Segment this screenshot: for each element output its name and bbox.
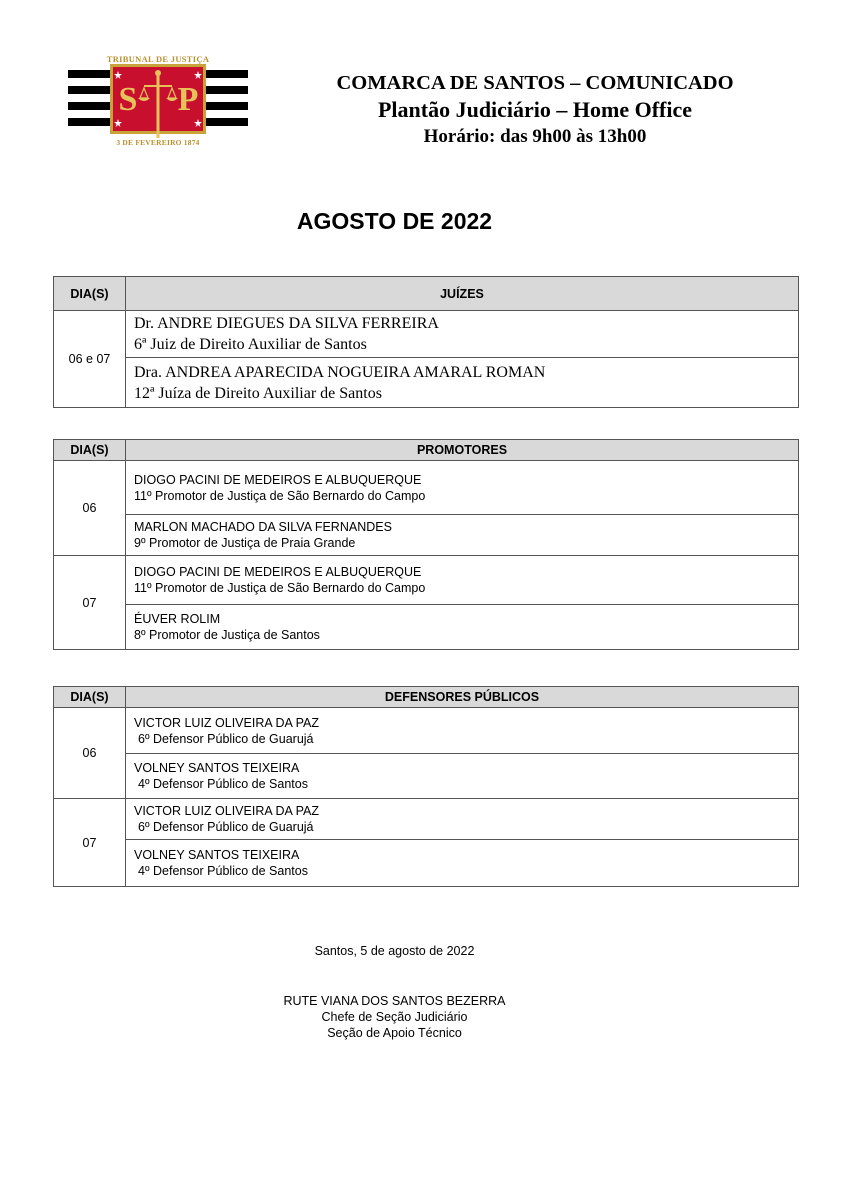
defender-role: 4º Defensor Público de Santos [138,864,308,878]
signature-block [0,993,789,1041]
table-row [54,311,799,358]
document-header [270,70,800,150]
day-cell: 07 [54,556,126,650]
judge-name: Dr. ANDRE DIEGUES DA SILVA FERREIRA [134,315,439,332]
table-row [54,708,799,754]
judges-table [53,276,799,408]
defender-name: VOLNEY SANTOS TEIXEIRA [134,848,300,862]
signer-name: RUTE VIANA DOS SANTOS BEZERRA [283,994,506,1008]
judge-cell [126,311,799,358]
day-cell: 07 [54,799,126,887]
defender-role: 4º Defensor Público de Santos [138,777,308,791]
tribunal-logo [66,52,250,150]
table-row [54,556,799,605]
column-header-day: DIA(S) [54,687,126,708]
defender-cell [126,708,799,754]
signer-role: Chefe de Seção Judiciário [321,1010,468,1024]
signer-department: Seção de Apoio Técnico [327,1026,462,1040]
judge-cell [126,358,799,408]
promoter-cell [126,461,799,515]
svg-text:S: S [118,81,138,118]
day-cell: 06 [54,461,126,556]
promoters-table [53,439,799,650]
logo-top-text: TRIBUNAL DE JUSTIÇA [106,54,210,64]
table-header-row [54,687,799,708]
table-row [54,515,799,556]
column-header-promoters: PROMOTORES [126,440,799,461]
promoter-name: ÉUVER ROLIM [134,612,221,626]
promoter-role: 11º Promotor de Justiça de São Bernardo do Campo [134,488,426,503]
column-header-judges: JUÍZES [126,277,799,311]
defenders-table [53,686,799,887]
day-cell: 06 [54,708,126,799]
promoter-role: 11º Promotor de Justiça de São Bernardo do Campo [134,581,426,595]
header-line-1: COMARCA DE SANTOS – COMUNICADO [336,72,734,94]
day-cell: 06 e 07 [54,311,126,408]
promoter-name: DIOGO PACINI DE MEDEIROS E ALBUQUERQUE [134,565,422,579]
table-row [54,461,799,515]
logo-bottom-text: 3 DE FEVEREIRO 1874 [116,138,200,147]
svg-text:P: P [177,81,199,118]
promoter-role: 9º Promotor de Justiça de Praia Grande [134,536,356,550]
promoter-role: 8º Promotor de Justiça de Santos [134,628,320,642]
header-line-3: Horário: das 9h00 às 13h00 [423,126,647,147]
column-header-defenders: DEFENSORES PÚBLICOS [126,687,799,708]
table-row [54,358,799,408]
defender-name: VICTOR LUIZ OLIVEIRA DA PAZ [134,804,320,818]
table-header-row [54,277,799,311]
judge-role: 6ª Juiz de Direito Auxiliar de Santos [134,336,367,353]
defender-cell [126,840,799,887]
judge-role: 12ª Juíza de Direito Auxiliar de Santos [134,384,382,402]
judge-name: Dra. ANDREA APARECIDA NOGUEIRA AMARAL ROMAN [134,363,546,381]
column-header-day: DIA(S) [54,277,126,311]
promoter-cell [126,556,799,605]
defender-cell [126,754,799,799]
table-header-row [54,440,799,461]
defender-cell [126,799,799,840]
defender-role: 6º Defensor Público de Guarujá [138,820,314,834]
promoter-cell [126,515,799,556]
column-header-day: DIA(S) [54,440,126,461]
promoter-name: DIOGO PACINI DE MEDEIROS E ALBUQUERQUE [134,472,422,487]
promoter-cell [126,605,799,650]
promoter-name: MARLON MACHADO DA SILVA FERNANDES [134,520,392,534]
table-row [54,799,799,840]
defender-role: 6º Defensor Público de Guarujá [138,731,314,746]
header-line-2: Plantão Judiciário – Home Office [377,97,693,122]
defender-name: VOLNEY SANTOS TEIXEIRA [134,761,300,775]
table-row [54,840,799,887]
month-title: AGOSTO DE 2022 [296,208,493,234]
table-row [54,754,799,799]
tribunal-seal-icon [66,52,250,150]
defender-name: VICTOR LUIZ OLIVEIRA DA PAZ [134,715,320,730]
table-row [54,605,799,650]
place-date: Santos, 5 de agosto de 2022 [314,944,475,958]
